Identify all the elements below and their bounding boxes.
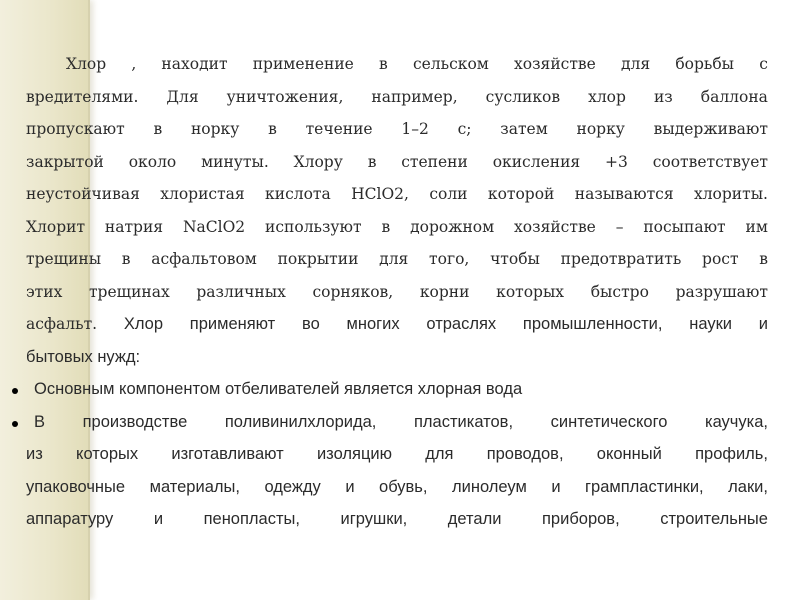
text-word: промышленности,	[522, 315, 663, 333]
text-word: вредителями.	[26, 87, 139, 106]
text-word: детали	[447, 510, 502, 528]
text-word: сусликов	[485, 87, 561, 106]
text-line	[26, 438, 768, 471]
text-line	[26, 406, 768, 439]
text-line	[26, 178, 768, 211]
text-word: этих	[26, 282, 63, 301]
text-word: +3	[605, 152, 628, 171]
text-word: находит	[161, 55, 228, 73]
text-word: которых	[76, 445, 139, 463]
text-word: например,	[371, 87, 458, 106]
text-word: каучука,	[704, 412, 768, 431]
text-line	[26, 308, 768, 341]
text-line	[26, 471, 768, 504]
list-item	[26, 373, 768, 406]
text-word: норку	[576, 120, 625, 138]
text-word: пластикатов,	[413, 412, 514, 431]
text-word: покрытии	[277, 250, 359, 268]
text-word: обувь,	[379, 477, 428, 496]
text-word: профиль,	[695, 445, 768, 463]
text-word: HClO2,	[351, 185, 409, 203]
text-word: называются	[574, 185, 674, 203]
text-word: игрушки,	[340, 510, 408, 528]
text-word: пенопласты,	[203, 510, 300, 528]
text-word: используют	[265, 217, 362, 236]
text-word: уничтожения,	[226, 87, 344, 106]
text-word: норку	[190, 120, 240, 138]
text-word: с	[759, 55, 768, 73]
text-word: лаки,	[728, 477, 768, 496]
text-word: изоляцию	[316, 445, 392, 463]
text-word: из	[26, 445, 43, 463]
text-word: поливинилхлорида,	[224, 412, 377, 431]
text-body	[26, 48, 768, 536]
text-word: и	[153, 510, 164, 528]
text-word: сорняков,	[312, 282, 394, 301]
text-word: Для	[166, 87, 199, 106]
paragraph-chlorine-agriculture	[26, 48, 768, 308]
text-word: предотвратить	[560, 250, 682, 268]
text-word: грампластинки,	[585, 477, 704, 496]
text-word: Хлор	[123, 315, 164, 333]
text-word: и	[345, 477, 355, 496]
text-word: –	[615, 217, 624, 236]
text-word: одежду	[264, 477, 321, 496]
text-word: Хлор	[66, 55, 107, 73]
text-word: кислота	[265, 185, 331, 203]
text-word: трещинах	[88, 282, 170, 301]
text-word: выдерживают	[653, 120, 768, 138]
text-word: отраслях	[426, 315, 497, 333]
text-word: применяют	[189, 315, 276, 333]
text-word: трещины	[26, 250, 102, 268]
text-word: течение	[305, 120, 373, 138]
text-word: пропускают	[26, 120, 125, 138]
text-word: около	[128, 152, 177, 171]
text-word: неустойчивая	[26, 185, 140, 203]
text-line	[26, 113, 768, 146]
text-word: чтобы	[490, 250, 540, 268]
text-word: закрытой	[26, 152, 104, 171]
text-word: которых	[496, 282, 565, 301]
text-word: в	[381, 217, 391, 236]
text-word: линолеум	[452, 477, 527, 496]
text-word: материалы,	[149, 477, 240, 496]
text-word: В	[34, 412, 46, 431]
text-word: синтетического	[550, 412, 668, 431]
text-word: в	[153, 120, 163, 138]
bullet-dot-icon	[12, 421, 18, 427]
text-word: хлористая	[160, 185, 245, 203]
text-word: окисления	[492, 152, 581, 171]
text-word: приборов,	[542, 510, 620, 528]
text-word: того,	[429, 250, 470, 268]
text-word: Хлорит	[26, 217, 86, 236]
text-word: во	[301, 315, 320, 333]
text-line	[26, 341, 768, 374]
text-line	[26, 503, 768, 536]
text-word: и	[551, 477, 561, 496]
text-word: разрушают	[675, 282, 768, 301]
text-word: сельском	[412, 55, 489, 73]
text-word: многих	[346, 315, 400, 333]
text-word: степени	[401, 152, 468, 171]
bullet-dot-icon	[12, 388, 18, 394]
text-word: науки	[689, 315, 733, 333]
text-word: натрия	[104, 217, 164, 236]
text-word: дорожном	[410, 217, 495, 236]
text-word: в	[268, 120, 277, 138]
text-word: оконный	[596, 445, 662, 463]
text-line	[26, 81, 768, 114]
text-word: 1–2	[401, 120, 429, 138]
text-word: и	[758, 315, 768, 333]
text-word: аппаратуру	[26, 510, 114, 528]
text-word: корни	[419, 282, 470, 301]
text-word: проводов,	[486, 445, 564, 463]
list-item-text	[26, 406, 768, 536]
text-word: хлор	[588, 87, 626, 106]
text-word: соответствует	[652, 152, 768, 171]
text-word: изготавливают	[171, 445, 284, 463]
text-word: соли	[429, 185, 468, 203]
text-word: быстро	[590, 282, 649, 301]
text-word: производстве	[82, 412, 188, 431]
list-item-text	[26, 373, 768, 406]
text-line	[26, 211, 768, 244]
text-word: строительные	[660, 510, 768, 528]
text-word: хозяйстве	[514, 217, 596, 236]
text-word: асфальтовом	[151, 250, 257, 268]
text-word: применение	[252, 55, 354, 73]
text-word: затем	[500, 120, 548, 138]
text-word: в	[379, 55, 388, 73]
text-segment: Основным компонентом отбеливателей является хлорная вода	[34, 380, 523, 398]
text-line	[26, 146, 768, 179]
text-word: борьбы	[675, 55, 735, 73]
text-word: хозяйстве	[514, 55, 596, 73]
text-line	[26, 48, 768, 81]
text-word: им	[745, 217, 768, 236]
text-word: в	[121, 250, 131, 268]
text-word: для	[425, 445, 454, 463]
text-word: для	[620, 55, 651, 73]
text-line	[26, 276, 768, 309]
text-word: ,	[131, 55, 137, 73]
text-word: Хлору	[293, 152, 343, 171]
text-word: баллона	[700, 87, 768, 106]
list-item	[26, 406, 768, 536]
text-line	[26, 243, 768, 276]
text-word: посыпают	[643, 217, 726, 236]
text-segment: бытовых нужд:	[26, 347, 141, 366]
text-word: минуты.	[201, 152, 269, 171]
text-word: различных	[196, 282, 286, 301]
text-word: из	[653, 87, 673, 106]
text-word: хлориты.	[693, 185, 768, 203]
text-word: рост	[702, 250, 739, 268]
text-word: упаковочные	[26, 477, 126, 496]
text-word: в	[759, 250, 768, 268]
text-word: которой	[487, 185, 555, 203]
text-word: асфальт.	[26, 315, 98, 333]
text-word: NaClO2	[182, 217, 246, 236]
text-word: с;	[457, 120, 472, 138]
text-word: для	[379, 250, 409, 268]
text-word: в	[367, 152, 377, 171]
